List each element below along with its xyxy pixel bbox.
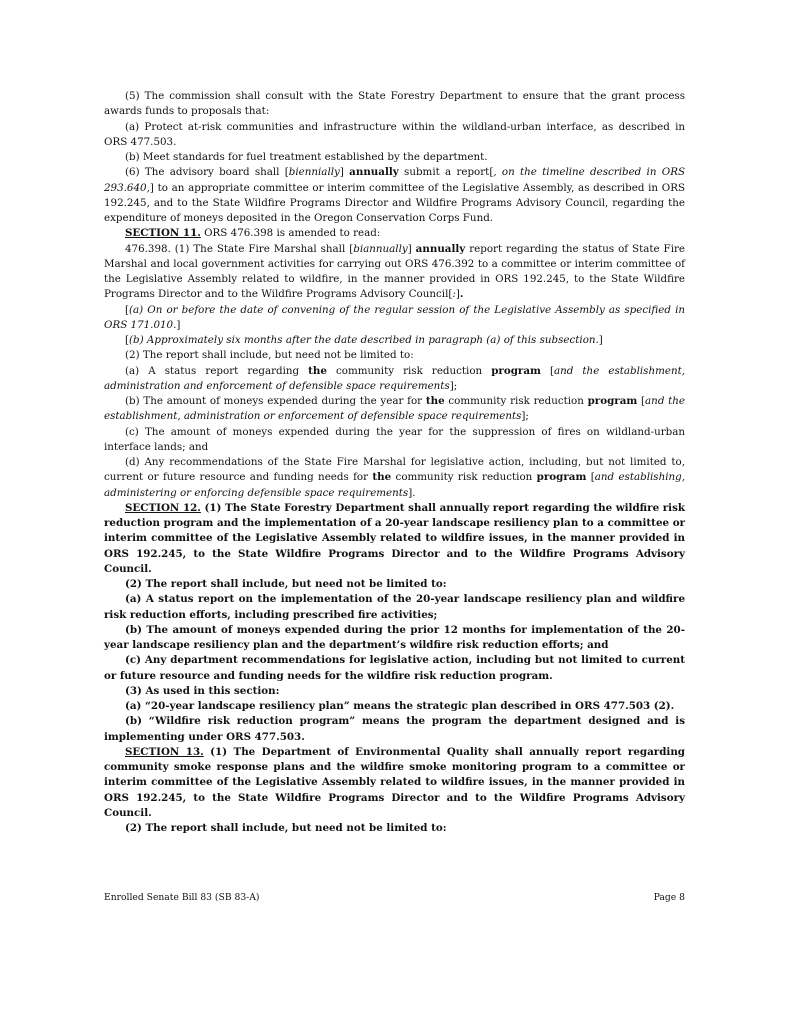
- paragraph: [104, 333, 685, 348]
- paragraph: [104, 150, 685, 165]
- footer-page-number: Page 8: [653, 892, 685, 903]
- text-run: (5) The commission shall consult with the State Forestry Department to ensure that the grant process awards funds to proposals that:: [104, 90, 685, 118]
- text-run: .: [459, 288, 464, 301]
- text-run: community risk reduction: [326, 364, 492, 377]
- text-run: annually: [349, 166, 399, 179]
- paragraph: [104, 592, 685, 623]
- paragraph: [104, 745, 685, 821]
- bill-text-body: [104, 89, 685, 836]
- text-run: ]: [176, 318, 181, 331]
- section-heading: SECTION 13.: [125, 745, 204, 758]
- text-run: ORS 476.398 is amended to read:: [200, 227, 381, 240]
- text-run: :: [452, 288, 456, 301]
- text-run: and the establishment, administration and enforcement of defensible space requirements: [104, 364, 685, 392]
- text-run: (a) A status report regarding: [125, 364, 309, 377]
- text-run: (6) The advisory board shall [: [125, 166, 289, 179]
- text-run: ]: [339, 166, 350, 179]
- footer-bill-title: Enrolled Senate Bill 83 (SB 83-A): [104, 892, 260, 903]
- text-run: (d) Any recommendations of the State Fire Marshal for legislative action, including, but not limited to, current or future resource and funding needs for: [104, 456, 685, 484]
- paragraph: [104, 226, 685, 241]
- paragraph: [104, 714, 685, 745]
- text-run: the: [308, 364, 327, 377]
- text-run: , on the timeline described in ORS 293.640,: [104, 166, 686, 194]
- paragraph: [104, 425, 685, 456]
- text-run: (1) The Department of Environmental Quality shall annually report regarding community smoke response plans and the wildfire smoke monitoring program to a committee or interim committee of the Legislative Assembly related to wildfire issues, in the manner provided in ORS 192.245, to the State Wildfire Programs Director and to the Wildfire Programs Advisory Council.: [104, 745, 685, 819]
- text-run: (c) The amount of moneys expended during the year for the suppression of fires on wildland-urban interface lands; and: [104, 425, 685, 453]
- text-run: community risk reduction: [391, 471, 537, 484]
- text-run: program: [491, 364, 541, 377]
- text-run: and establishing, administering or enforcing defensible space requirements: [104, 471, 685, 499]
- text-run: [: [637, 395, 646, 407]
- paragraph: [104, 89, 685, 120]
- page-footer: [104, 892, 685, 906]
- text-run: biennially: [288, 166, 340, 179]
- text-run: (3) As used in this section:: [125, 684, 280, 697]
- text-run: [: [586, 471, 595, 484]
- text-run: ]: [407, 242, 416, 255]
- text-run: (c) Any department recommendations for legislative action, including but not limited to current or future resource and funding needs for the wildfire risk reduction program.: [104, 654, 685, 682]
- paragraph: [104, 165, 685, 226]
- text-run: annually: [415, 242, 466, 255]
- text-run: report regarding the status of State Fire Marshal and local government activities for carrying out ORS 476.392 to a committee or interim committee of the Legislative Assembly related to wildfire, in the manner provided in ORS 192.245, to the State Wildfire Programs Director and to the Wildfire Programs Advisory Council[: [104, 242, 685, 301]
- text-run: [: [125, 303, 130, 316]
- text-run: (a) A status report on the implementation of the 20-year landscape resiliency plan and wildfire risk reduction efforts, including prescribed fire activities;: [104, 593, 685, 621]
- text-run: (2) The report shall include, but need not be limited to:: [125, 578, 447, 590]
- section-heading: SECTION 11.: [125, 227, 201, 240]
- text-run: submit a report[: [398, 166, 494, 179]
- text-run: ]: [455, 288, 460, 301]
- text-run: ] to an appropriate committee or interim committee of the Legislative Assembly, as described in ORS 192.245, and to the State Wildfire Programs Director and Wildfire Programs Advisory Council, regarding the expenditure of moneys deposited in the Oregon Conservation Corps Fund.: [104, 181, 685, 224]
- text-run: the: [425, 395, 445, 407]
- text-run: community risk reduction: [444, 395, 588, 407]
- text-run: and the establishment, administration or enforcement of defensible space requirements: [104, 395, 686, 423]
- text-run: (b) The amount of moneys expended during the prior 12 months for implementation of the 20-year landscape resiliency plan and the department’s wildfire risk reduction efforts; and: [104, 623, 685, 651]
- text-run: the: [372, 471, 392, 484]
- text-run: (a) Protect at-risk communities and infrastructure within the wildland-urban interface, as described in ORS 477.503.: [104, 120, 685, 148]
- text-run: ];: [521, 410, 529, 423]
- paragraph: [104, 623, 685, 654]
- text-run: (2) The report shall include, but need not be limited to:: [125, 349, 414, 362]
- text-run: program: [587, 395, 638, 407]
- text-run: (a) “20-year landscape resiliency plan” means the strategic plan described in ORS 477.503 (2).: [125, 700, 675, 712]
- text-run: [: [125, 334, 130, 346]
- text-run: ];: [449, 379, 458, 392]
- paragraph: [104, 577, 685, 592]
- text-run: (b) Meet standards for fuel treatment established by the department.: [125, 151, 488, 163]
- section-heading: SECTION 12.: [125, 501, 201, 514]
- paragraph: [104, 684, 685, 699]
- text-run: (a) On or before the date of convening of the regular session of the Legislative Assembly as specified in ORS 171.010.: [104, 303, 685, 331]
- text-run: (1) The State Forestry Department shall annually report regarding the wildfire risk reduction program and the implementation of a 20-year landscape resiliency plan to a committee or interim committee of the Legislative Assembly related to wildfire issues, in the manner provided in ORS 192.245, to the State Wildfire Programs Director and to the Wildfire Programs Advisory Council.: [104, 501, 686, 575]
- paragraph: [104, 501, 685, 577]
- text-run: (b) “Wildfire risk reduction program” means the program the department designed and is implementing under ORS 477.503.: [104, 715, 685, 743]
- text-run: program: [536, 471, 587, 484]
- text-run: (b) Approximately six months after the date described in paragraph (a) of this subsection.: [129, 334, 599, 346]
- paragraph: [104, 348, 685, 363]
- text-run: (b) The amount of moneys expended during the year for: [125, 395, 426, 407]
- paragraph: [104, 821, 685, 836]
- paragraph: [104, 364, 685, 395]
- paragraph: [104, 699, 685, 714]
- paragraph: [104, 303, 685, 334]
- text-run: biannually: [353, 242, 408, 255]
- paragraph: [104, 242, 685, 303]
- text-run: ].: [408, 486, 416, 499]
- paragraph: [104, 120, 685, 151]
- text-run: 476.398. (1) The State Fire Marshal shall [: [125, 242, 354, 255]
- text-run: (2) The report shall include, but need not be limited to:: [125, 822, 447, 834]
- paragraph: [104, 455, 685, 501]
- text-run: [: [540, 364, 554, 377]
- text-run: ]: [598, 334, 603, 346]
- paragraph: [104, 653, 685, 684]
- paragraph: [104, 394, 685, 425]
